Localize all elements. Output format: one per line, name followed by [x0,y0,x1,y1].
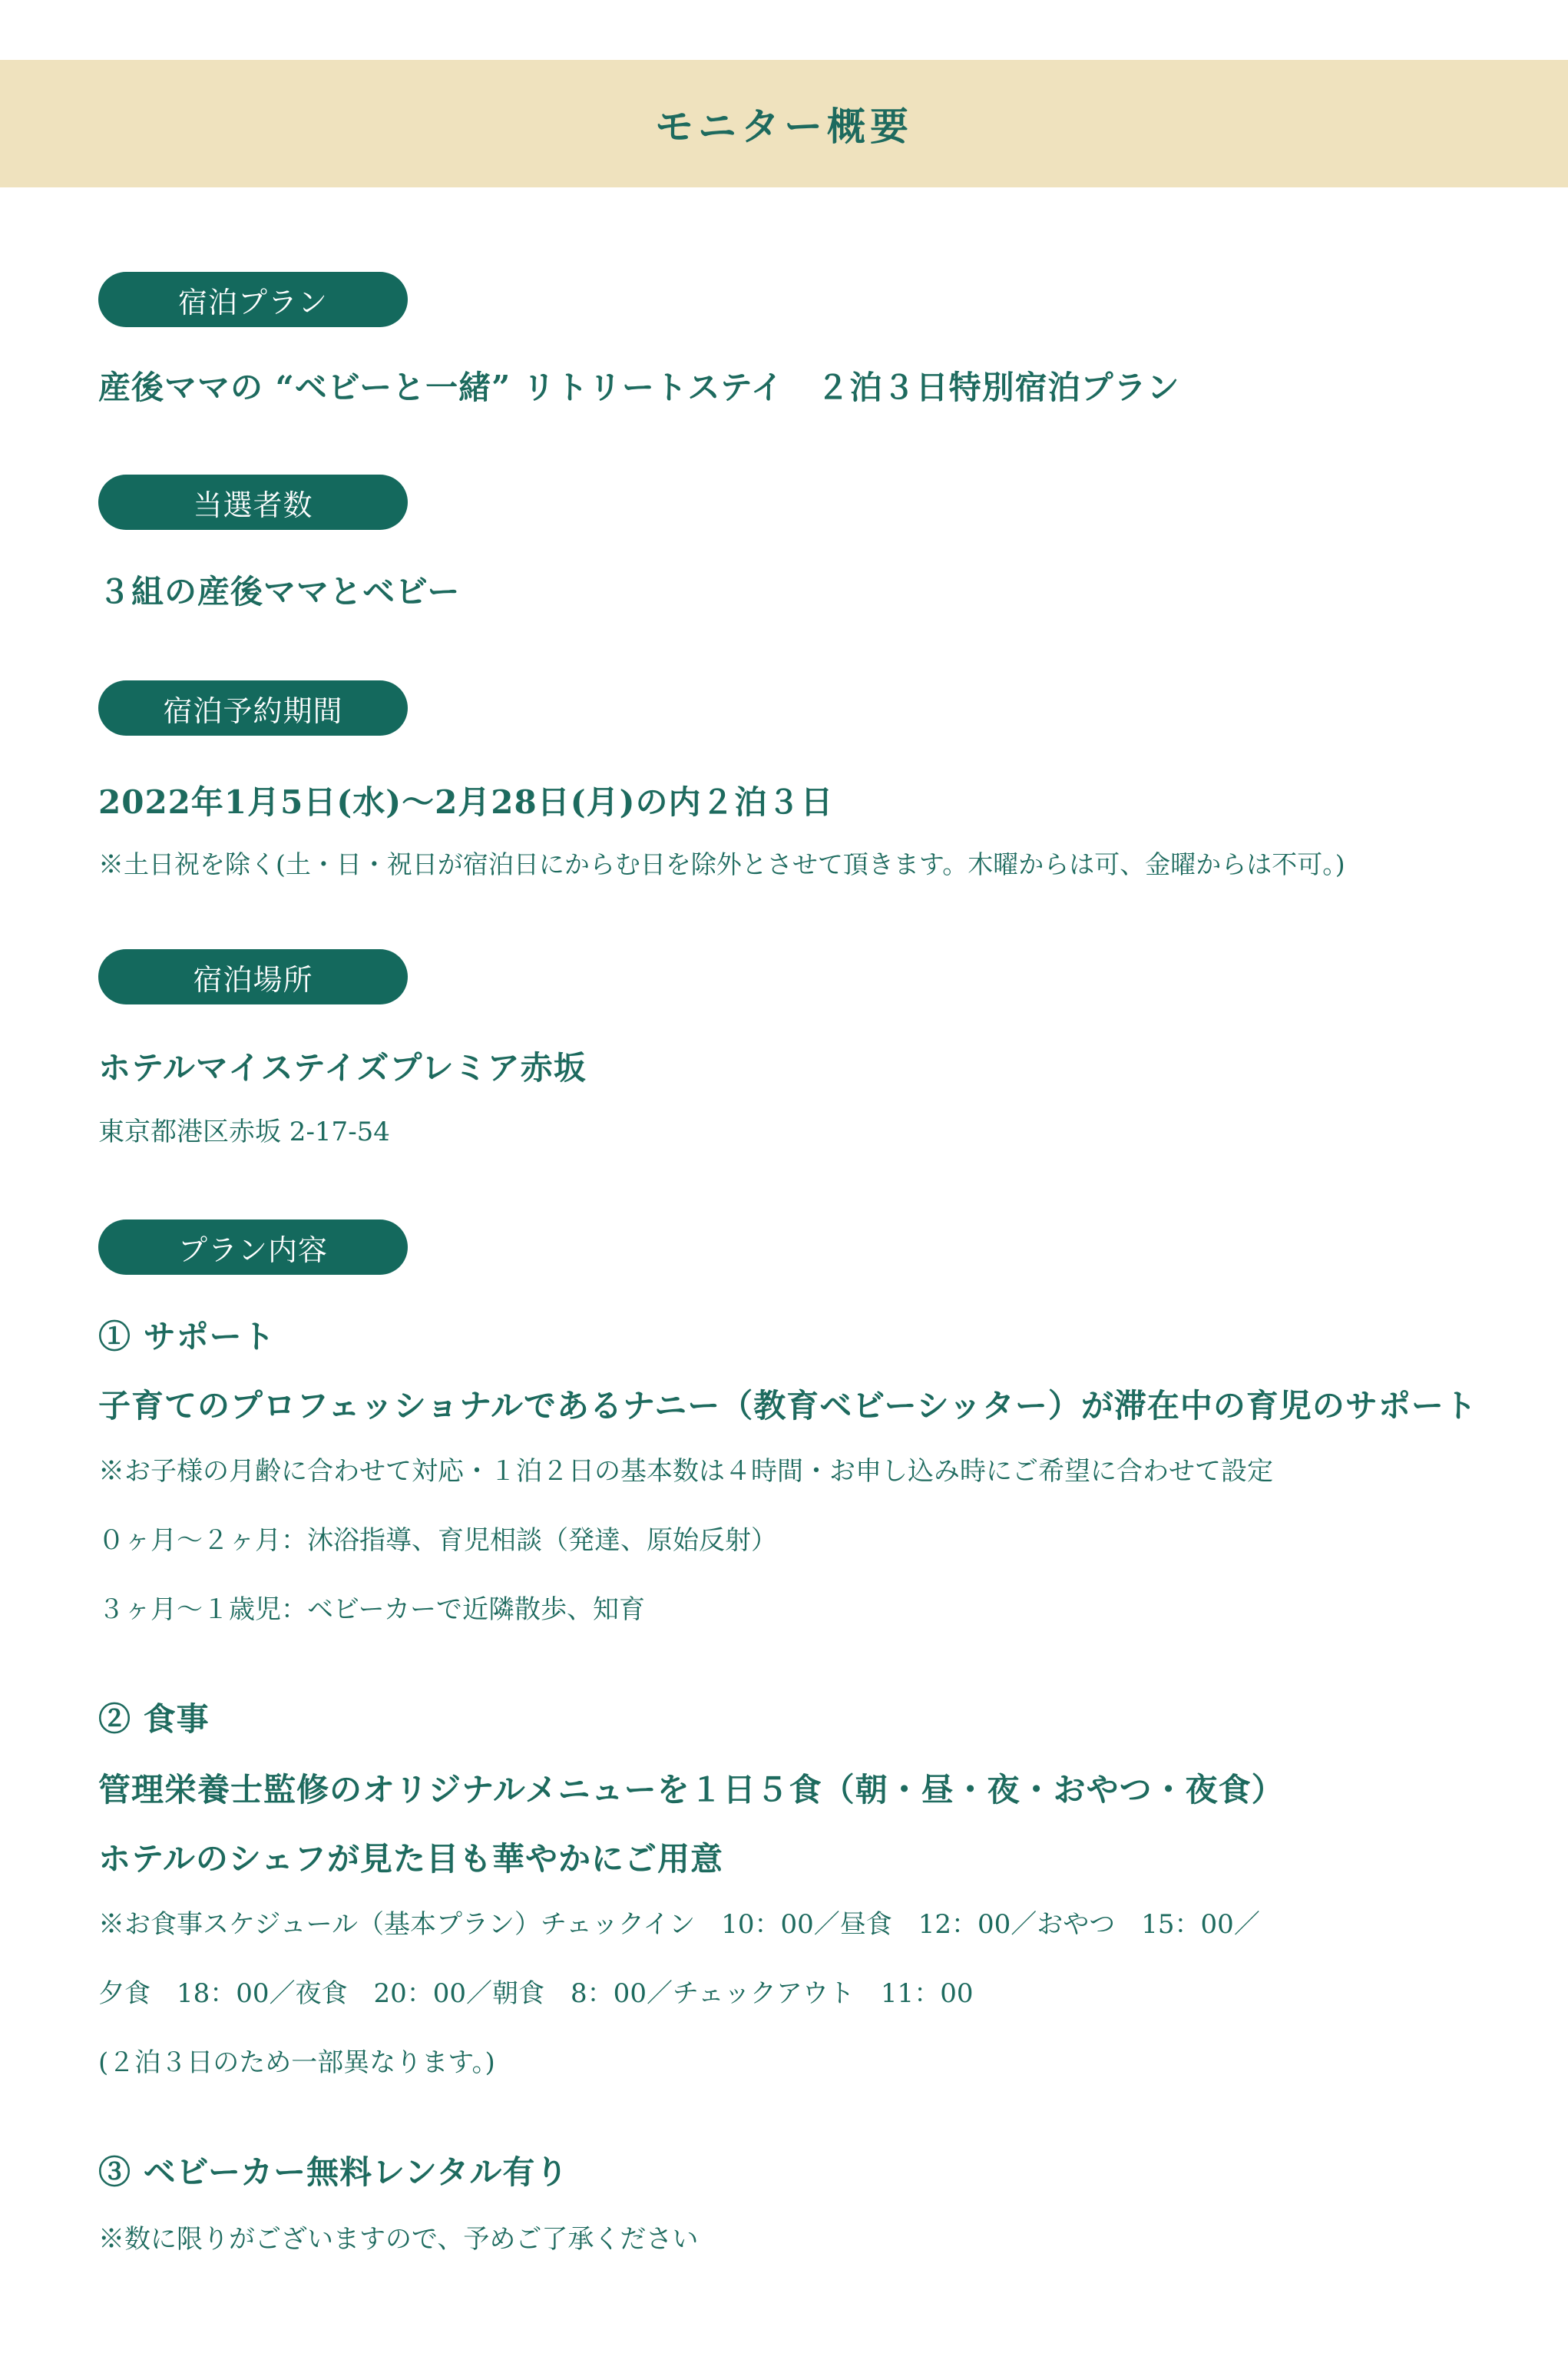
meal-description-2: ホテルのシェフが見た目も華やかにご用意 [98,1840,724,1878]
support-note-1: ※お子様の月齢に合わせて対応・１泊２日の基本数は４時間・お申し込み時にご希望に合わせて設定 [98,1456,1273,1487]
period-dates: 2022年1月5日(水)〜2月28日(月)の内２泊３日 [98,783,834,821]
meal-note-1: ※お食事スケジュール（基本プラン）チェックイン 10：00／昼食 12：00／おやつ 15：00／ [98,1909,1260,1940]
page-title: モニター概要 [655,104,913,149]
winners-count: ３組の産後ママとベビー [98,573,461,611]
section-label-period: 宿泊予約期間 [98,680,408,736]
support-heading: ① サポート [98,1318,276,1355]
stroller-note: ※数に限りがございますので、予めご了承ください [98,2224,699,2255]
hotel-name: ホテルマイステイズプレミア赤坂 [98,1049,587,1087]
plan-name: 産後ママの “ベビーと一緒” リトリートステイ ２泊３日特別宿泊プラン [98,369,1180,406]
meal-description-1: 管理栄養士監修のオリジナルメニューを１日５食（朝・昼・夜・おやつ・夜食） [98,1771,1285,1809]
period-note: ※土日祝を除く(土・日・祝日が宿泊日にからむ日を除外とさせて頂きます。木曜からは可、金曜からは不可。) [98,849,1345,879]
support-note-2: ０ヶ月〜２ヶ月：沐浴指導、育児相談（発達、原始反射） [98,1525,777,1556]
meal-note-3: (２泊３日のため一部異なります。) [98,2047,495,2078]
section-label-winners: 当選者数 [98,475,408,530]
stroller-heading: ③ ベビーカー無料レンタル有り [98,2153,569,2191]
support-description: 子育てのプロフェッショナルであるナニー（教育ベビーシッター）が滞在中の育児のサポート [98,1387,1477,1425]
meal-heading: ② 食事 [98,1700,210,1738]
support-note-3: ３ヶ月〜１歳児：ベビーカーで近隣散歩、知育 [98,1594,645,1625]
header-band [0,60,1568,187]
section-label-contents: プラン内容 [98,1220,408,1275]
meal-note-2: 夕食 18：00／夜食 20：00／朝食 8：00／チェックアウト 11：00 [98,1978,974,2009]
section-label-location: 宿泊場所 [98,949,408,1004]
section-label-plan: 宿泊プラン [98,272,408,327]
hotel-address: 東京都港区赤坂 2-17-54 [98,1117,390,1147]
